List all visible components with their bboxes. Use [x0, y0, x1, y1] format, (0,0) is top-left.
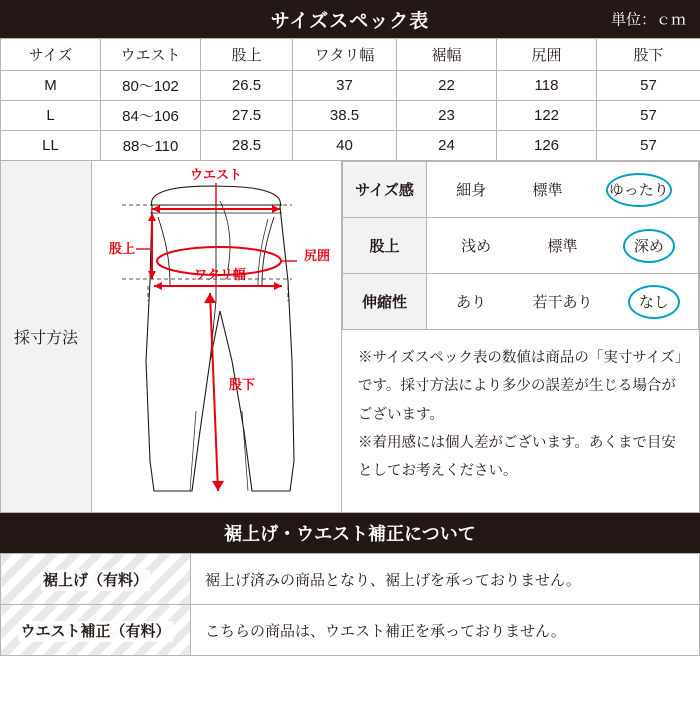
cell-hip: 122	[497, 101, 597, 131]
measure-method-text: 採寸方法	[13, 330, 78, 347]
note-text: ※サイズスペック表の数値は商品の「実寸サイズ」です。採寸方法により多少の誤差が生じる場合がございます。	[358, 350, 682, 423]
fit-option[interactable]: 細身	[456, 182, 487, 199]
cell-size: LL	[1, 131, 101, 161]
spec-table-header-row	[1, 39, 700, 71]
diagram-label-inseam: 股下	[228, 377, 256, 392]
cell-size: M	[1, 71, 101, 101]
alteration-key-waist-text: ウエスト補正（有料）	[20, 622, 171, 640]
alteration-value-hem: 裾上げ済みの商品となり、裾上げを承っておりません。	[191, 554, 700, 605]
fit-option-selected[interactable]: 深め	[628, 231, 670, 260]
cell-hem: 23	[397, 101, 497, 131]
fit-values-size	[427, 162, 699, 218]
column-header: 裾幅	[397, 39, 497, 71]
column-header: サイズ	[1, 39, 101, 71]
page-title: サイズスペック表	[270, 10, 430, 32]
alteration-title: 裾上げ・ウエスト補正について	[224, 524, 476, 544]
fit-option[interactable]: 標準	[547, 238, 578, 255]
cell-hip: 118	[497, 71, 597, 101]
cell-waist: 88〜110	[101, 131, 201, 161]
cell-thigh: 40	[293, 131, 397, 161]
fit-key-rise: 股上	[343, 218, 427, 274]
table-row	[1, 131, 700, 161]
column-header: 股下	[597, 39, 700, 71]
cell-hem: 24	[397, 131, 497, 161]
column-header: 尻囲	[497, 39, 597, 71]
note-text: ※着用感には個人差がございます。あくまで目安としてお考えください。	[358, 434, 676, 480]
cell-hip: 126	[497, 131, 597, 161]
alteration-key-hem	[1, 554, 191, 605]
fit-values-stretch	[427, 274, 699, 330]
notes-block	[342, 330, 699, 485]
table-row	[1, 605, 700, 656]
unit-label: 単位：ｃｍ	[610, 11, 686, 29]
fit-option[interactable]: あり	[456, 294, 487, 311]
table-row	[1, 554, 700, 605]
fit-option-selected[interactable]: なし	[633, 287, 675, 316]
alteration-header	[0, 513, 700, 553]
table-row	[1, 71, 700, 101]
column-header: ワタリ幅	[293, 39, 397, 71]
fit-row-size	[343, 162, 699, 218]
cell-thigh: 37	[293, 71, 397, 101]
fit-key-size: サイズ感	[343, 162, 427, 218]
pants-diagram-svg	[92, 161, 342, 512]
alteration-key-waist	[1, 605, 191, 656]
pants-diagram	[92, 161, 342, 512]
fit-option-selected[interactable]: ゆったり	[603, 175, 675, 204]
diagram-label-waist: ウエスト	[189, 167, 243, 182]
cell-inseam: 57	[597, 71, 700, 101]
fit-option[interactable]: 若干あり	[532, 294, 593, 311]
measure-method-label	[0, 161, 92, 512]
diagram-label-hip: 尻囲	[303, 248, 331, 263]
fit-values-rise	[427, 218, 699, 274]
column-header: ウエスト	[101, 39, 201, 71]
fit-option[interactable]: 浅め	[461, 238, 492, 255]
cell-rise: 28.5	[201, 131, 293, 161]
fit-row-stretch	[343, 274, 699, 330]
cell-rise: 26.5	[201, 71, 293, 101]
cell-thigh: 38.5	[293, 101, 397, 131]
diagram-label-rise: 股上	[108, 241, 136, 256]
fit-key-stretch: 伸縮性	[343, 274, 427, 330]
page-header	[0, 0, 700, 38]
cell-waist: 80〜102	[101, 71, 201, 101]
alteration-value-waist: こちらの商品は、ウエスト補正を承っておりません。	[191, 605, 700, 656]
cell-waist: 84〜106	[101, 101, 201, 131]
spec-table	[0, 38, 700, 161]
table-row	[1, 101, 700, 131]
alteration-table	[0, 553, 700, 656]
measurement-section	[0, 161, 700, 513]
fit-option[interactable]: 標準	[532, 182, 563, 199]
alteration-key-hem-text: 裾上げ（有料）	[42, 571, 148, 589]
cell-inseam: 57	[597, 131, 700, 161]
cell-size: L	[1, 101, 101, 131]
cell-hem: 22	[397, 71, 497, 101]
fit-table	[342, 161, 699, 330]
fit-row-rise	[343, 218, 699, 274]
fit-info-column	[342, 161, 700, 512]
cell-rise: 27.5	[201, 101, 293, 131]
column-header: 股上	[201, 39, 293, 71]
diagram-label-thigh: ワタリ幅	[194, 267, 246, 282]
cell-inseam: 57	[597, 101, 700, 131]
